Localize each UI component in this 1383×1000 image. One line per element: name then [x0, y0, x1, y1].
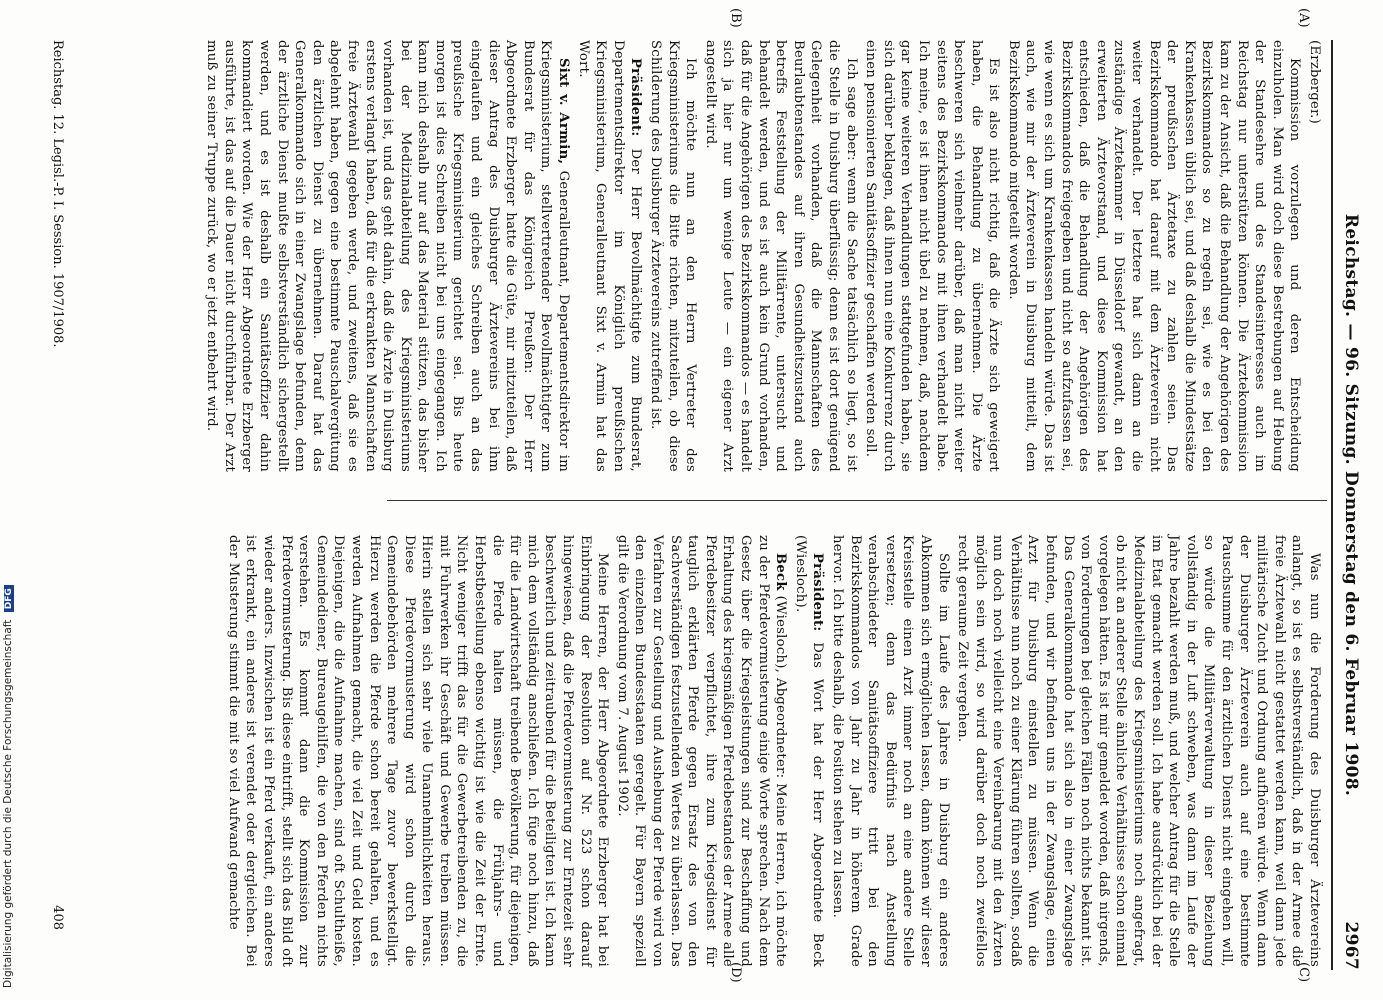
page-header	[1333, 40, 1361, 970]
president-statement	[791, 535, 826, 967]
page-footer	[45, 40, 65, 970]
speech-sixt-v-armin	[203, 40, 572, 472]
paragraph: Ich möchte nun an den Herrn Vertreter des Kriegsministeriums die Bitte richten, mitzuteilen, ob diese Schilderung des Duisburger Ärztevereins zutreffend ist.	[648, 40, 699, 472]
footer-page-number: 408	[50, 905, 65, 930]
paragraph: Meine Herren, der Herr Abgeordnete Erzberger hat bei Einbringung der Resolution auf Nr. 523 schon darauf hingewiesen, daß die Pferdevormusterung zur Erntezeit sehr beschwerlich und zeitraubend für die Beteiligten ist. Ich kann mich dem vollständig anschließen. Ich füge noch hinzu, daß für die Landwirtschaft treibende Bevölkerung, für diejenigen, die Pferde halten müssen, die Frühjahrs- und Herbstbestellung ebenso wichtig ist wie die Zeit der Ernte. Nicht weniger trifft das für die Gewerbetreibenden zu, die mit Fuhrwerken ihr Geschäft und Gewerbe treiben müssen. Hierin stellen sich sehr viele Unannehmlichkeiten heraus. Diese Pferdevormusterung wird schon durch die Gemeindebehörden mehrere Tage zuvor bewerkstelligt. Hierzu werden die Pferde schon bereit gehalten, und es werden Aufnahmen gemacht, die viel Zeit und Geld kosten. Diejenigen, die die Aufnahme machen, sind oft Schultheiße, Gemeindediener, Bureaugehilfen, die von den Pferden nichts verstehen. Es kommt dann die Kommission zur Pferdevormusterung. Bis diese eintrifft, stellt sich das Bild oft wieder anders. Inzwischen ist ein Pferd verkauft, ein anderes ist erkrankt, ein anderes ist verendet oder dergleichen. Bei der Musterung stimmt die mit so viel Aufwand gemachte	[225, 535, 611, 967]
page-title: Reichstag. — 96. Sitzung. Donnerstag den 6. Februar 1908.	[1341, 213, 1361, 797]
paragraph: Was nun die Forderung des Duisburger Ärztevereins anlangt, so ist es selbstverständlich, daß in der Armee die freie Ärztewahl nicht gestattet werden kann, weil dann jede militärische Zucht und Ordnung aufhören würde. Wenn dann der Duisburger Ärzteverein auch auf eine bestimmte Pauschsumme für den ärztlichen Dienst nicht eingehen will, so würde die Militärverwaltung in dieser Beziehung vollständig in der Luft schweben, was dann im Laufe der Jahre bezahlt werden muß, und welcher Antrag für die Stelle im Etat gemacht werden soll. Ich habe ausdrücklich bei der Medizinalabteilung des Kriegsministeriums noch angefragt, ob nicht an anderer Stelle ähnliche Verhältnisse schon einmal vorgelegen hätten. Es ist mir gemeldet worden, daß nirgends, von Forderungen bei gleichen Fällen noch nichts bekannt ist. Das Generalkommando hat sich also in einer Zwangslage befunden, und wir befinden uns in der Zwangslage, einen Arzt für Duisburg einstellen zu müssen. Wenn die Verhältnisse nun noch zu einer Klärung führen sollten, sodaß nun doch noch vielleicht eine Vereinbarung mit den Ärzten möglich sein wird, so wird darüber doch noch zweifellos recht geraume Zeit vergehen.	[955, 535, 1322, 967]
president-label: Präsident:	[628, 58, 644, 137]
speaker-name: Beck	[773, 553, 789, 591]
digitization-credit	[2, 585, 14, 988]
margin-letter-d: (D)	[728, 962, 743, 983]
left-column	[201, 40, 1323, 472]
president-label: Präsident:	[810, 553, 826, 632]
header-rule	[1331, 40, 1333, 970]
paragraph: Sollte im Laufe des Jahres in Duisburg ein anderes Abkommen sich ermöglichen lassen, dann können wir dieser Kreisstelle einen Arzt immer noch an eine andere Stelle versetzen; denn das Bedürfnis nach Anstellung verabschiedeter Sanitätsoffiziere tritt bei den Bezirkskommandos von Jahr zu Jahr in höherem Grade hervor. Ich bitte deshalb, die Position stehen zu lassen.	[829, 535, 951, 967]
credit-text: Digitalisierung gefördert durch die Deutsche Forschungsgemeinschaft	[2, 619, 14, 988]
president-text: Der Herr Bevollmächtigte zum Bundesrat, Departementsdirektor im Königlich preußischen Kriegsministerium, Generalleutnant Sixt v. Armin hat das Wort.	[575, 40, 644, 472]
paragraph: Kommission vorzulegen und deren Entscheidung einzuholen. Man wird doch diese Bestrebungen auf Hebung der Standesehre und des Standesinteresses auch im Reichstag nur unterstützen können. Die Ärztekommission kam zu der Ansicht, daß die Behandlung der Angehörigen des Bezirkskommandos so zu regeln sei, wie es bei den Krankenkassen üblich sei, und daß deshalb die Mindestsätze der preußischen Ärztetaxe zu zahlen seien. Das Bezirkskommando hat darauf mit dem Ärzteverein nicht weiter verhandelt. Der letztere hat sich dann an die zuständige Ärztekammer in Düsseldorf gewandt, an den erweiterten Ärztevorstand, und diese Kommission hat entschieden, daß die Behandlung der Angehörigen des Bezirkskommandos freigegeben und nicht so aufzufassen sei, wie wenn es sich um Krankenkassen handeln würde. Das ist auch, wie mir der Ärzteverein in Duisburg mitteilt, dem Bezirkskommando mitgeteilt worden.	[1005, 40, 1303, 472]
paragraph: Es ist also nicht richtig, daß die Ärzte sich geweigert haben, die Behandlung zu übernehmen. Die Ärzte beschweren sich vielmehr darüber, daß man nicht weiter seitens des Bezirkskommandos mit ihnen verhandelt habe. Ich meine, es ist ihnen nicht übel zu nehmen, daß, nachdem gar keine weiteren Verhandlungen stattgefunden haben, sie sich darüber beklagen, daß ihnen nun eine Konkurrenz durch einen pensionierten Sanitätsoffizier geschaffen werden soll.	[863, 40, 1002, 472]
speech-text: (Wiesloch), Abgeordneter: Meine Herren, ich möchte zu der Pferdevormusterung einige Worte sprechen. Nach dem Gesetz über die Kriegsleistungen sind zur Beschaffung und Erhaltung des kriegsmäßigen Pferdebestandes der Armee alle Pferdebesitzer verpflichtet, ihre zum Kriegsdienst für tauglich erklärten Pferde gegen Ersatz des von den Sachverständigen festzustellenden Wertes zu überlassen. Das Verfahren zur Gestellung und Aushebung der Pferde wird von den einzelnen Bundesstaaten geregelt. Für Bayern speziell gilt die Verordnung vom 7. August 1902.	[614, 535, 789, 967]
right-column	[222, 535, 1323, 967]
speech-beck	[613, 535, 789, 967]
page-number: 2967	[1341, 921, 1361, 970]
speech-text: Generalleutnant, Departementsdirektor im Kriegsministerium, stellvertretender Bevollmächtigter zum Bundesrat für das Königreich Preußen: Der Herr Abgeordnete Erzberger hatte die Güte, mir mitzuteilen, daß dieser Antrag des Duisburger Ärztevereins bei ihm eingelaufen und ein gleiches Schreiben auch an das preußische Kriegsministerium gerichtet sei. Bis heute morgen ist dies Schreiben nicht bei uns eingegangen. Ich kann mich deshalb nur auf das Material stützen, das bisher bei der Medizinalabteilung des Kriegsministeriums vorhanden ist, und das geht dahin, daß die Ärzte in Duisburg erstens verlangt haben, daß für die erkrankten Mannschaften freie Ärztewahl gegeben werde, und zweitens, daß sie es abgelehnt haben, gegen eine bestimmte Pauschalvergütung den ärztlichen Dienst zu übernehmen. Darauf hat das Generalkommando sich in einer Zwangslage befunden, denn der ärztliche Dienst mußte selbstverständlich sichergestellt werden, und es ist deshalb ein Sanitätsoffizier dahin kommandiert worden. Wie der Herr Abgeordnete Erzberger ausführte, ist das auf die Dauer nicht durchführbar. Der Arzt muß zu seiner Truppe zurück, wo er jetzt entbehrt wird.	[204, 40, 572, 472]
margin-letter-b: (B)	[728, 8, 743, 28]
president-statement	[574, 40, 644, 472]
paragraph: Ich sage aber: wenn die Sache tatsächlich so liegt, so ist die Stelle in Duisburg überflüssig; denn es ist dort genügend Gelegenheit vorhanden, daß die Mannschaften des Beurlaubtenstandes auf ihren Gesundheitszustand auch betreffs Feststellung der Militärrente, untersucht und behandelt werden, und es ist auch kein Grund vorhanden, daß für die Angehörigen des Bezirkskommandos — es handelt sich ja hier nur um wenige Leute — ein eigener Arzt angestellt wird.	[702, 40, 859, 472]
speaker-name: Sixt v. Armin,	[556, 58, 572, 165]
dfg-logo: DFG	[4, 585, 14, 612]
column-divider	[387, 500, 1327, 501]
margin-letter-c: (C)	[1296, 962, 1311, 983]
margin-letter-a: (A)	[1296, 8, 1311, 28]
speaker-tag: (Erzberger.)	[1307, 40, 1322, 125]
president-text: Das Wort hat der Herr Abgeordnete Beck (Wiesloch).	[792, 535, 826, 967]
footer-publication: Reichstag. 12. Legisl.-P. I. Session. 1907/1908.	[50, 40, 65, 348]
